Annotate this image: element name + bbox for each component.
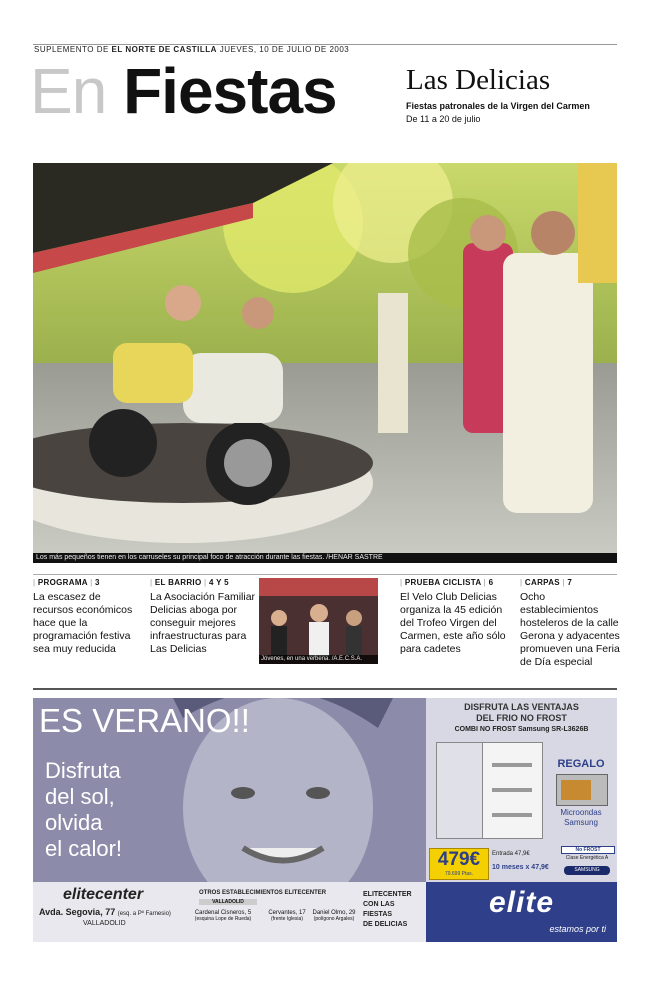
entrada: Entrada 47,9€	[492, 851, 530, 857]
gift-label: REGALO	[557, 758, 605, 770]
branch-1	[183, 910, 263, 922]
branch-address: Daniel Olmo, 29	[312, 910, 356, 916]
teaser-text: La escasez de recursos económicos hace que la programación festiva sea muy reducida	[33, 591, 133, 655]
teaser-rule	[33, 574, 617, 575]
slogan-line: Disfruta	[45, 758, 121, 783]
main-photo	[33, 163, 617, 553]
elite-logo: elite	[488, 886, 555, 919]
store-city: VALLADOLID	[83, 920, 126, 927]
store-address-note: (esq. a Pº Farnesio)	[117, 911, 171, 917]
price-pts: 79.699 Ptas.	[444, 871, 474, 877]
verbena-photo-illustration	[259, 578, 378, 664]
ad-summer-banner[interactable]	[33, 698, 426, 882]
title-en: En	[30, 55, 107, 127]
store-address	[39, 907, 171, 917]
store-address-main: Avda. Segovia, 77	[39, 907, 116, 917]
nofrost-label: No FROST	[561, 846, 615, 854]
slogan-line: olvida	[45, 810, 103, 835]
elite-logo-box[interactable]	[426, 882, 617, 942]
teaser-page: 6	[488, 578, 494, 587]
district-name: Las Delicias	[406, 64, 551, 96]
fridge-model: COMBI NO FROST Samsung SR-L3626B	[454, 726, 589, 733]
teaser-page: 3	[95, 578, 100, 587]
fiestas-line: ELITECENTER	[363, 891, 412, 898]
carousel-photo-illustration	[33, 163, 617, 553]
newspaper-name: EL NORTE DE CASTILLA	[111, 45, 217, 54]
ad-headline: ES VERANO!!	[39, 702, 250, 739]
teaser-el-barrio[interactable]	[150, 578, 258, 656]
store-logo: elitecenter	[63, 886, 144, 903]
installments: 10 meses x 47,9€	[492, 864, 549, 871]
ad-fridge-offer[interactable]	[426, 698, 617, 882]
branch-address: Cardenal Cisneros, 5	[194, 910, 252, 916]
slogan-line: el calor!	[45, 836, 123, 861]
branch-address: Cervantes, 17	[268, 910, 306, 916]
teaser-text: Ocho establecimientos hosteleros de la calle Gerona y adyacentes promueven una Feria de Día especial	[520, 591, 620, 668]
fridge-icon	[436, 742, 543, 839]
teaser-section: PROGRAMA	[37, 578, 88, 587]
ad-rule	[33, 688, 617, 690]
branch-2	[266, 910, 308, 922]
teaser-page: 7	[567, 578, 573, 587]
elite-tagline: estamos por ti	[549, 924, 606, 934]
teaser-carpas[interactable]	[520, 578, 620, 669]
masthead-title	[30, 56, 337, 126]
gift-item1: Microondas	[560, 808, 602, 817]
title-fiestas: Fiestas	[123, 55, 337, 127]
supplement-line	[34, 45, 349, 54]
teaser-heading: | EL BARRIO | 4 Y 5	[150, 578, 229, 587]
issue-date: JUEVES, 10 DE JULIO DE 2003	[219, 45, 350, 54]
festival-subtitle: Fiestas patronales de la Virgen del Carmen	[406, 101, 590, 111]
ad-footer	[33, 882, 426, 942]
price: 479€	[437, 849, 481, 870]
energy-class: Clase Energética A	[565, 855, 609, 861]
fiestas-note	[363, 890, 425, 930]
ad-slogan	[45, 758, 122, 862]
supplement-prefix: SUPLEMENTO DE	[34, 45, 109, 54]
promo-line1: DISFRUTA LAS VENTAJAS	[464, 702, 579, 712]
others-city: VALLADOLID	[199, 899, 257, 905]
teaser-prueba-ciclista[interactable]	[400, 578, 508, 656]
promo-line2: DEL FRIO NO FROST	[476, 713, 567, 723]
teaser-section: EL BARRIO	[154, 578, 202, 587]
teaser-text: La Asociación Familiar Delicias aboga por conseguir mejores infraestructuras para Las Delicias	[150, 591, 256, 655]
branch-note: (polígono Argales)	[313, 916, 355, 922]
festival-dates: De 11 a 20 de julio	[406, 114, 481, 124]
teaser-programa[interactable]	[33, 578, 141, 656]
gift-item2: Samsung	[564, 818, 598, 827]
fiestas-line: CON LAS FIESTAS	[363, 901, 395, 918]
samsung-badge: SAMSUNG	[564, 866, 610, 875]
fiestas-line: DE DELICIAS	[363, 921, 408, 928]
slogan-line: del sol,	[45, 784, 115, 809]
teaser-section: PRUEBA CICLISTA	[404, 578, 482, 587]
price-tag	[429, 848, 489, 880]
teaser-heading: | CARPAS | 7	[520, 578, 573, 587]
verbena-photo	[259, 578, 378, 664]
teaser-text: El Velo Club Delicias organiza la 45 edición del Trofeo Virgen del Carmen, este año sólo para cadetes	[400, 591, 506, 655]
others-title: OTROS ESTABLECIMIENTOS ELITECENTER	[199, 890, 327, 896]
photo-caption: Los más pequeños tienen en los carruseles su principal foco de atracción durante las fiestas. /HENAR SASTRE	[33, 553, 617, 563]
verbena-caption: Jóvenes, en una verbena. /A.E.C.S.A.	[259, 655, 378, 664]
teaser-page: 4 Y 5	[208, 578, 229, 587]
microwave-icon	[556, 774, 608, 806]
branch-note: (frente Iglesia)	[271, 916, 303, 922]
teaser-heading: | PRUEBA CICLISTA | 6	[400, 578, 494, 587]
branch-3	[309, 910, 359, 922]
branch-note: (esquina Lope de Rueda)	[194, 916, 252, 922]
teaser-section: CARPAS	[524, 578, 560, 587]
teaser-heading: | PROGRAMA | 3	[33, 578, 100, 587]
